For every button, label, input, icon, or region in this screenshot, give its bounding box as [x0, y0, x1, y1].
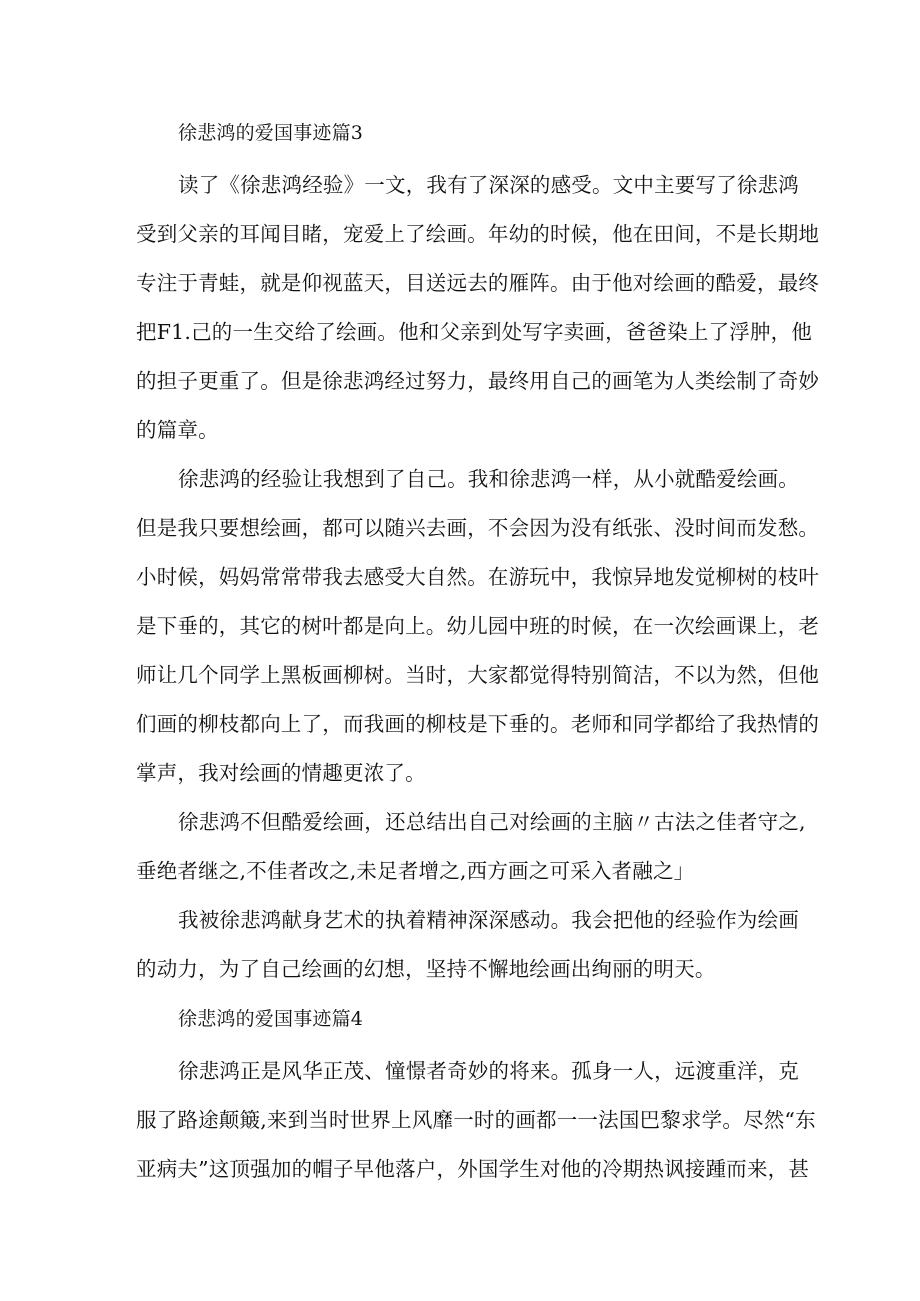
paragraph-line: 的担子更重了。但是徐悲鸿经过努力，最终用自己的画笔为人类绘制了奇妙 [136, 369, 820, 393]
paragraph-line: 我被徐悲鸿献身艺术的执着精神深深感动。我会把他的经验作为绘画 [178, 908, 799, 932]
paragraph-line: 服了路途颠簸,来到当时世界上风靡一时的画都一一法国巴黎求学。尽然“东 [136, 1108, 816, 1132]
paragraph-line: 徐悲鸿正是风华正茂、憧憬者奇妙的将来。孤身一人，远渡重洋，克 [178, 1059, 799, 1083]
paragraph-line: 的动力，为了自己绘画的幻想，坚持不懈地绘画出绚丽的明天。 [136, 957, 716, 981]
section-heading-3: 徐悲鸿的爱国事迹篇3 [178, 122, 364, 144]
paragraph-line: 徐悲鸿的经验让我想到了自己。我和徐悲鸿一样，从小就酷爱绘画。 [178, 467, 799, 491]
paragraph-line: 专注于青蛙，就是仰视蓝天，目送远去的雁阵。由于他对绘画的酷爱，最终 [136, 271, 820, 295]
paragraph-line: 小时候，妈妈常常带我去感受大自然。在游玩中，我惊异地发觉柳树的枝叶 [136, 565, 820, 589]
paragraph-line: 的篇章。 [136, 418, 219, 442]
paragraph-line: 是下垂的，其它的树叶都是向上。幼儿园中班的时候，在一次绘画课上，老 [136, 614, 820, 638]
paragraph-line: 掌声，我对绘画的情趣更浓了。 [136, 761, 426, 785]
paragraph-line: 师让几个同学上黑板画柳树。当时，大家都觉得特别简洁，不以为然，但他 [136, 663, 820, 687]
paragraph-line: 受到父亲的耳闻目睹，宠爱上了绘画。年幼的时候，他在田间，不是长期地 [136, 222, 820, 246]
paragraph-line: 但是我只要想绘画，都可以随兴去画，不会因为没有纸张、没时间而发愁。 [136, 516, 820, 540]
paragraph-line: 垂绝者继之,不佳者改之,未足者增之,西方画之可采入者融之」 [136, 859, 695, 883]
paragraph-line: 徐悲鸿不但酷爱绘画，还总结出自己对绘画的主脑〃古法之佳者守之, [178, 810, 806, 834]
paragraph-line: 把F1.己的一生交给了绘画。他和父亲到处写字卖画，爸爸染上了浮肿，他 [136, 320, 813, 344]
section-heading-4: 徐悲鸿的爱国事迹篇4 [178, 1008, 364, 1030]
paragraph-line: 们画的柳枝都向上了，而我画的柳枝是下垂的。老师和同学都给了我热情的 [136, 712, 820, 736]
paragraph-line: 亚病夫”这顶强加的帽子早他落户，外国学生对他的冷期热讽接踵而来，甚 [136, 1157, 810, 1181]
paragraph-line: 读了《徐悲鸿经验》一文，我有了深深的感受。文中主要写了徐悲鸿 [178, 173, 799, 197]
